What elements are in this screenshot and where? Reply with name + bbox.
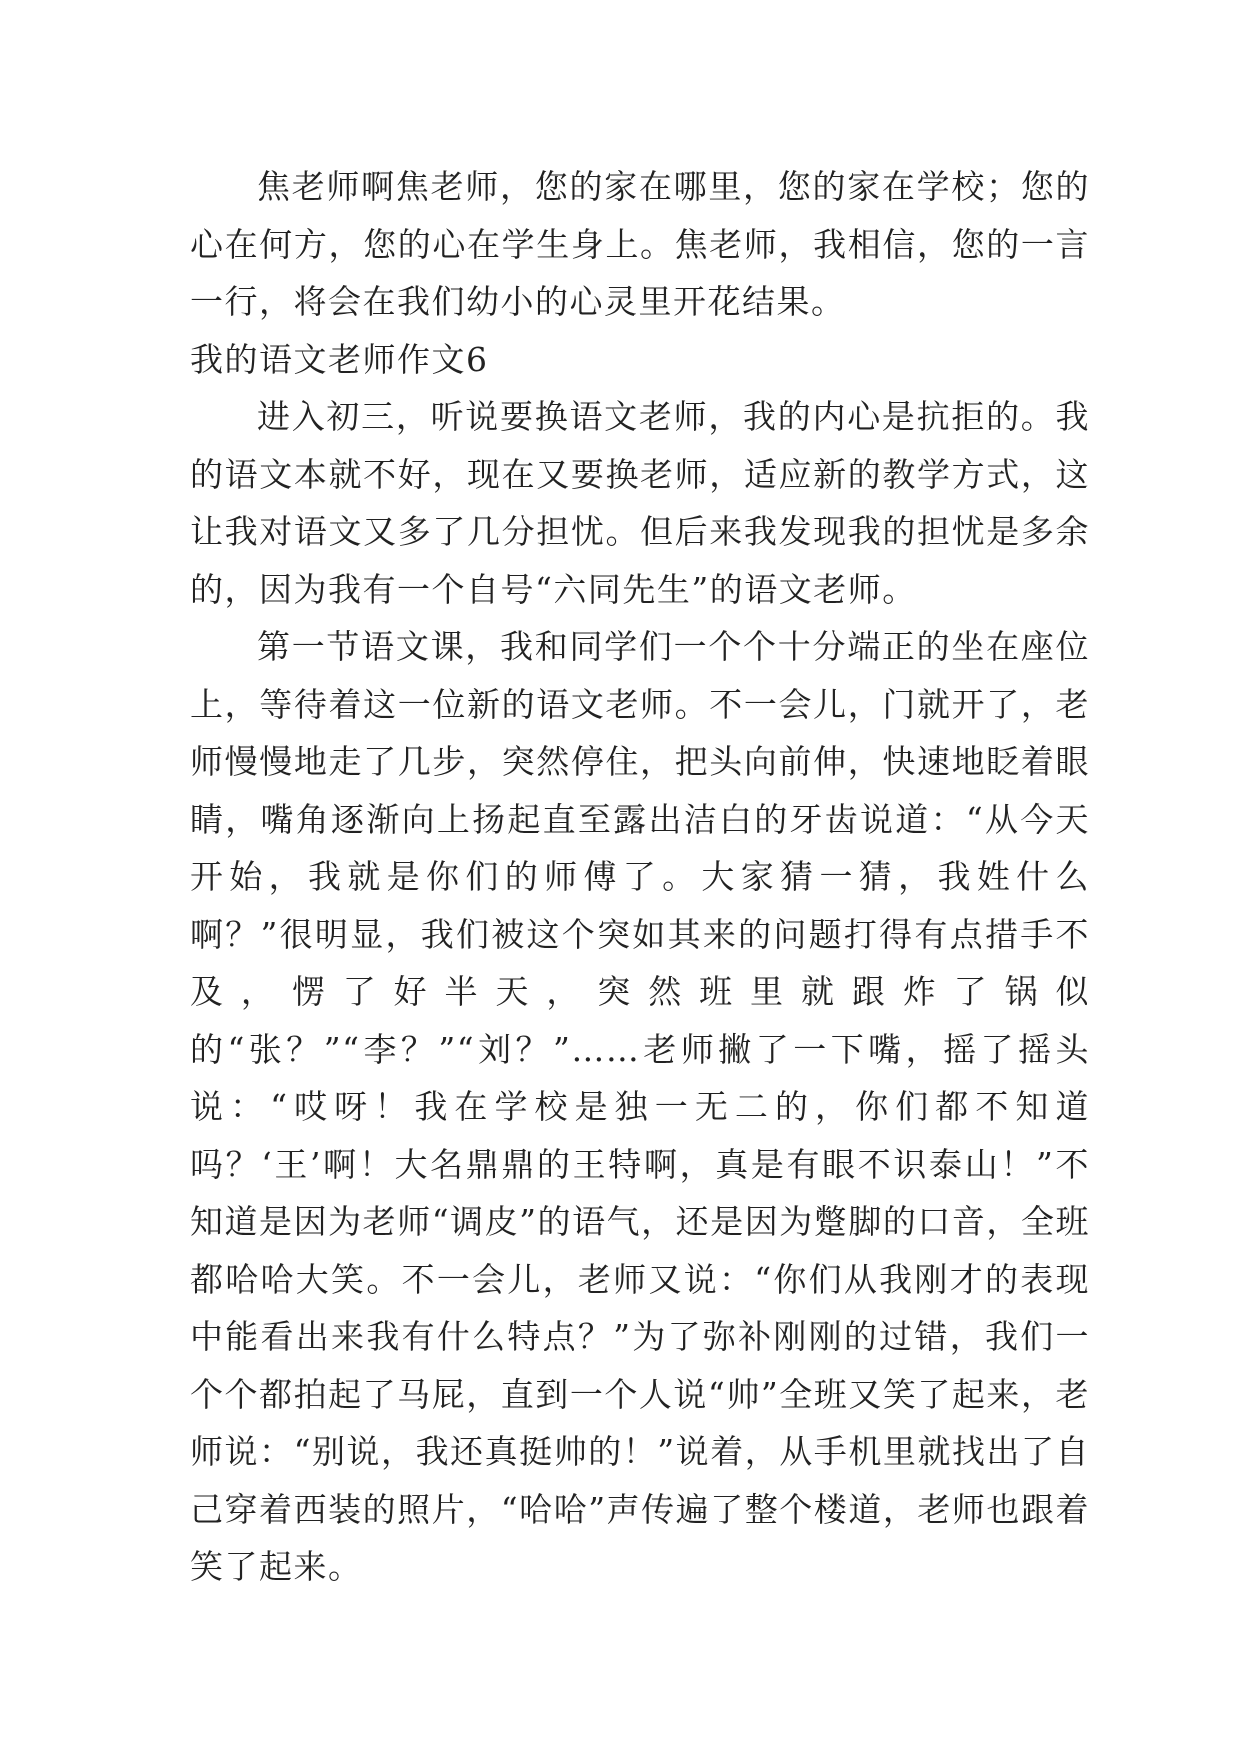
paragraph-first-class: 第一节语文课，我和同学们一个个十分端正的坐在座位上，等待着这一位新的语文老师。不一会儿，门就开了，老师慢慢地走了几步，突然停住，把头向前伸，快速地眨着眼睛，嘴角逐渐向上扬起直至露出洁白的牙齿说道：“从今天开始，我就是你们的师傅了。大家猜一猜，我姓什么啊？”很明显，我们被这个突如其来的问题打得有点措手不及，愣了好半天，突然班里就跟炸了锅似的“张？”“李？”“刘？”……老师撇了一下嘴，摇了摇头说：“哎呀！我在学校是独一无二的，你们都不知道吗？‘王’啊！大名鼎鼎的王特啊，真是有眼不识泰山！”不知道是因为老师“调皮”的语气，还是因为蹩脚的口音，全班都哈哈大笑。不一会儿，老师又说：“你们从我刚才的表现中能看出来我有什么特点？”为了弥补刚刚的过错，我们一个个都拍起了马屁，直到一个人说“帅”全班又笑了起来，老师说：“别说，我还真挺帅的！”说着，从手机里就找出了自己穿着西装的照片，“哈哈”声传遍了整个楼道，老师也跟着笑了起来。 <box>190 627 1090 1586</box>
paragraph-closing: 焦老师啊焦老师，您的家在哪里，您的家在学校；您的心在何方，您的心在学生身上。焦老师，我相信，您的一言一行，将会在我们幼小的心灵里开花结果。 <box>190 167 1090 321</box>
essay-heading: 我的语文老师作文6 <box>190 339 489 379</box>
paragraph-intro: 进入初三，听说要换语文老师，我的内心是抗拒的。我的语文本就不好，现在又要换老师，适应新的教学方式，这让我对语文又多了几分担忧。但后来我发现我的担忧是多余的，因为我有一个自号“六同先生”的语文老师。 <box>190 397 1090 609</box>
document-body <box>190 158 1090 1596</box>
